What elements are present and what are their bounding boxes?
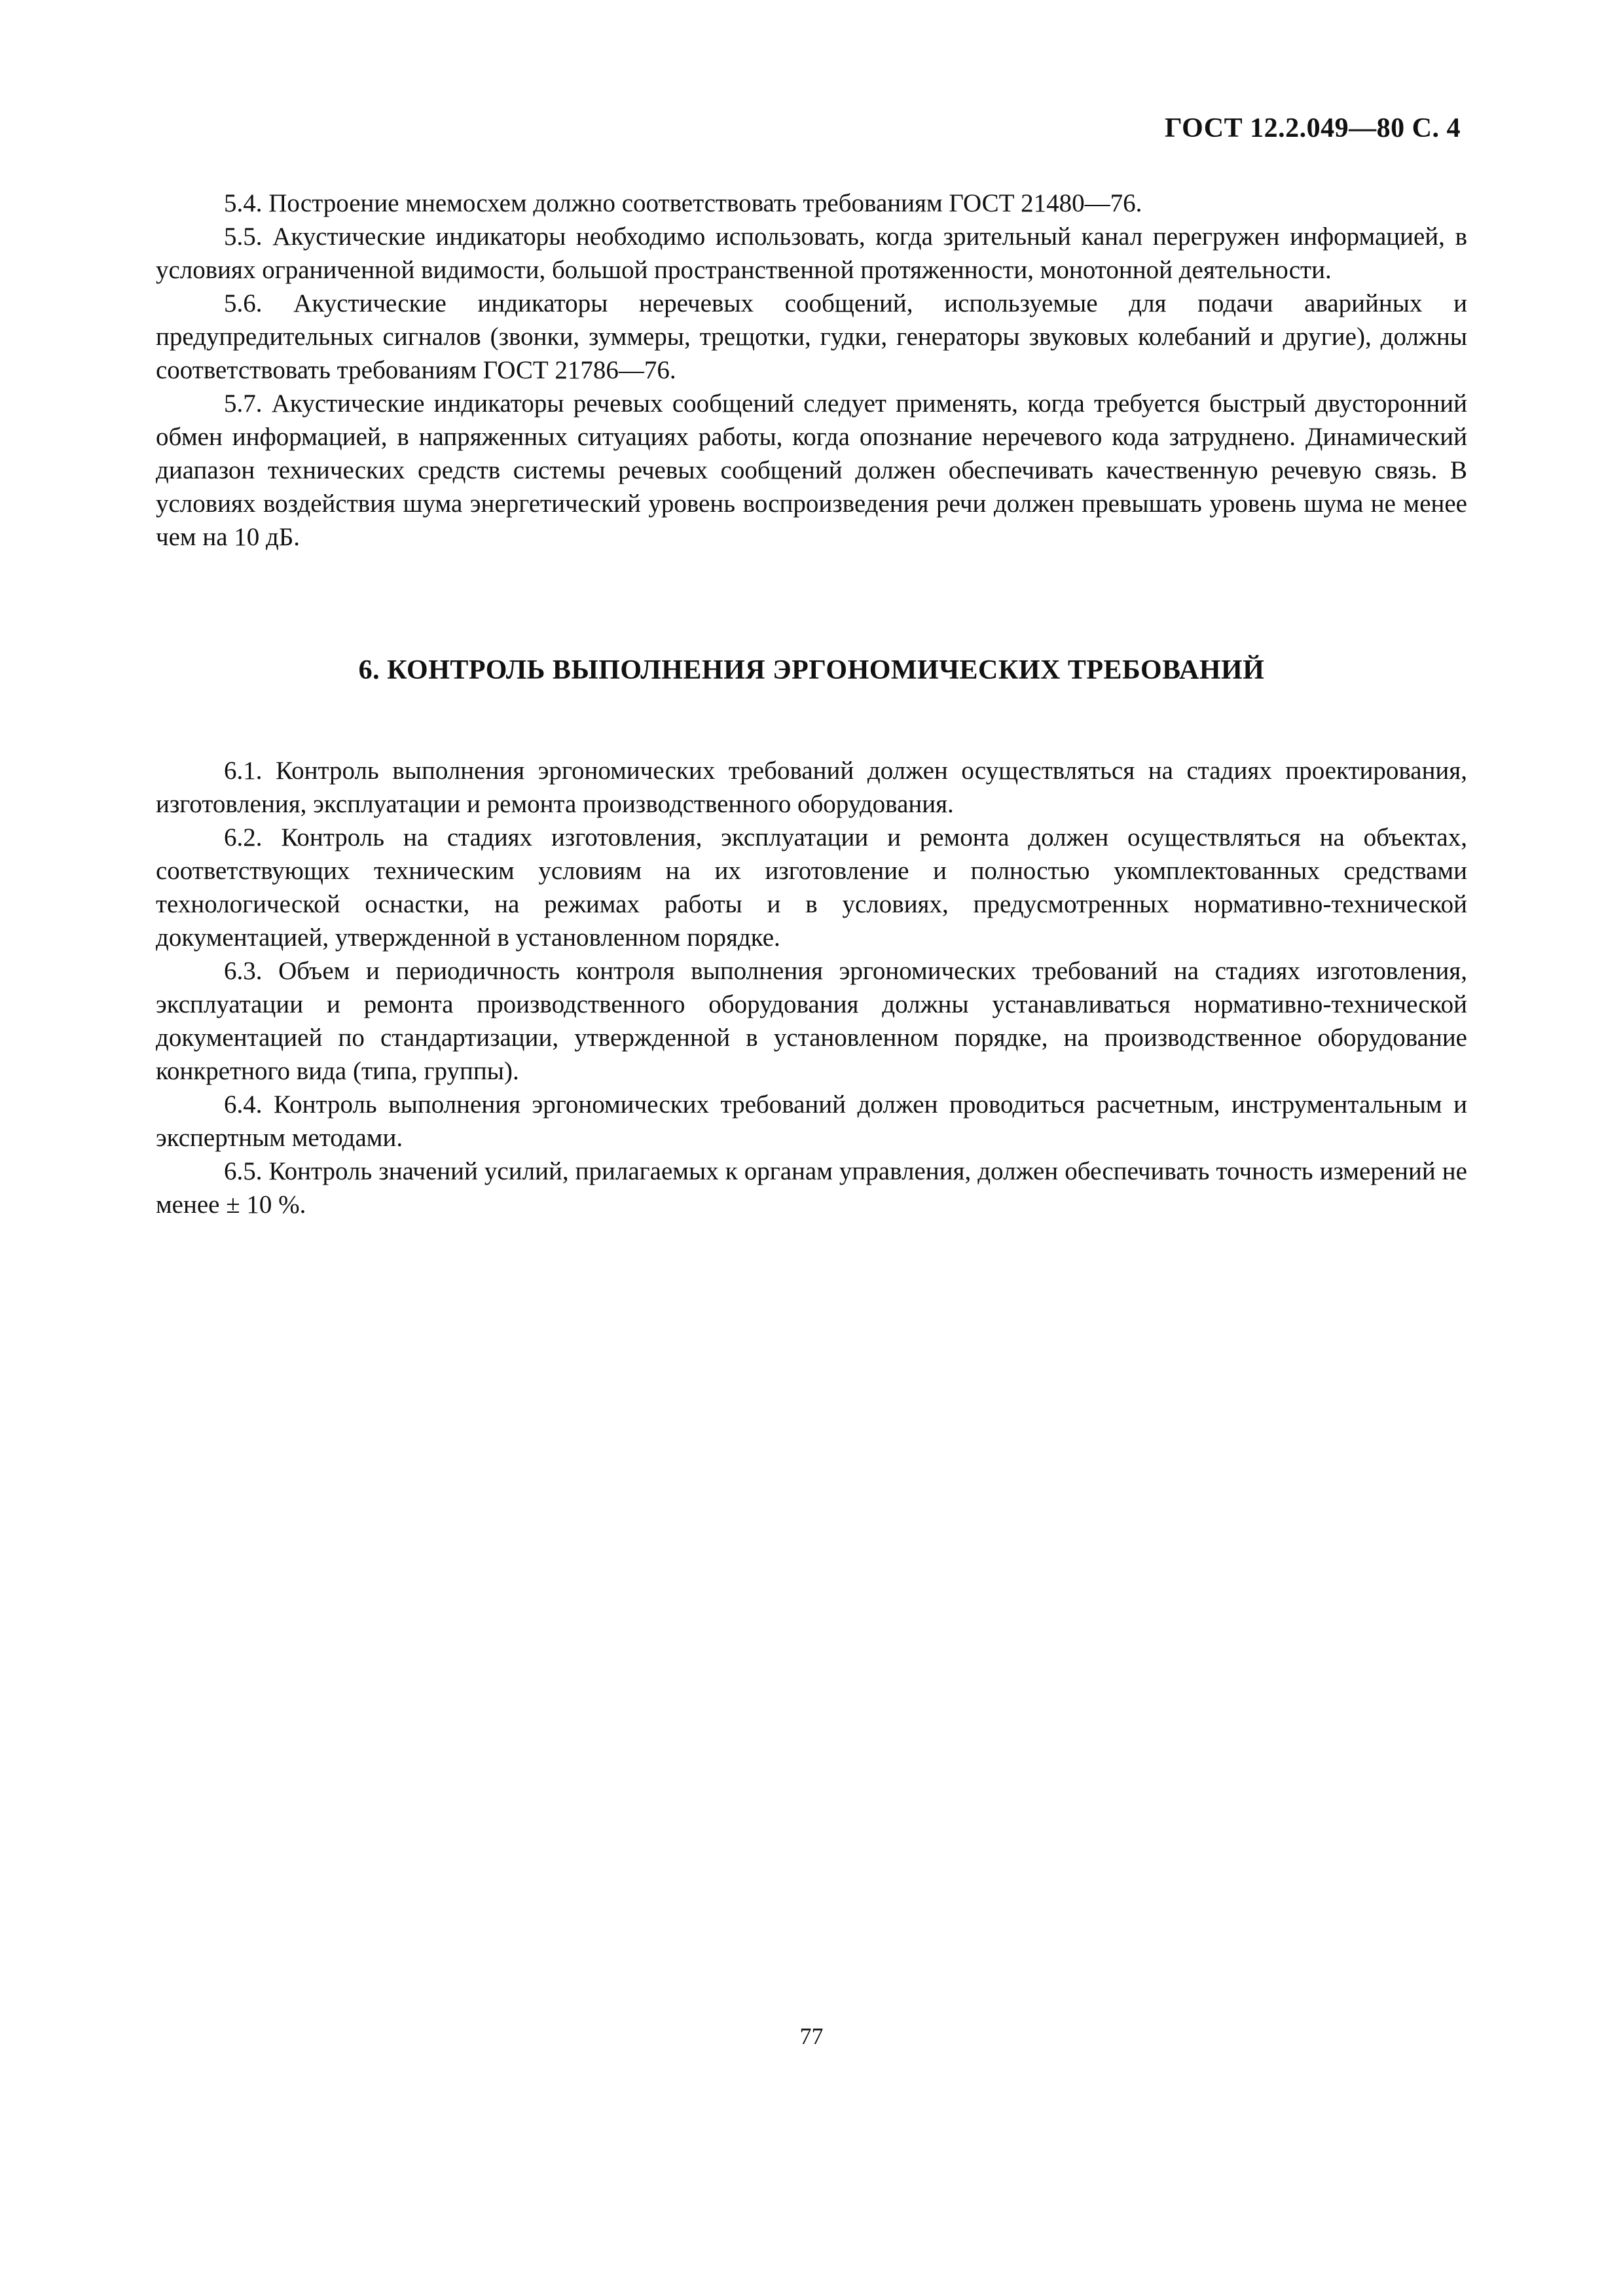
section-6-heading: 6. КОНТРОЛЬ ВЫПОЛНЕНИЯ ЭРГОНОМИЧЕСКИХ ТРЕБОВАНИЙ — [358, 655, 1265, 685]
section-5-body — [156, 187, 1467, 554]
paragraph-5-5: 5.5. Акустические индикаторы необходимо использовать, когда зрительный канал перегружен информацией, в условиях ограниченной видимости, большой пространственной протяженности, монотонной деятельности. — [156, 223, 1467, 284]
paragraph-6-1: 6.1. Контроль выполнения эргономических требований должен осуществляться на стадиях проектирования, изготовления, эксплуатации и ремонта производственного оборудования. — [156, 757, 1467, 818]
paragraph-5-6: 5.6. Акустические индикаторы неречевых сообщений, используемые для подачи аварийных и предупредительных сигналов (звонки, зуммеры, трещотки, гудки, генераторы звуковых колебаний и другие), должны соответствовать требованиям ГОСТ 21786—76. — [156, 289, 1467, 384]
paragraph-5-4: 5.4. Построение мнемосхем должно соответствовать требованиям ГОСТ 21480—76. — [224, 189, 1142, 217]
paragraph-6-4: 6.4. Контроль выполнения эргономических требований должен проводиться расчетным, инструментальным и экспертным методами. — [156, 1090, 1467, 1152]
page-number: 77 — [799, 2023, 824, 2049]
section-6-body — [156, 754, 1467, 1221]
paragraph-6-3: 6.3. Объем и периодичность контроля выполнения эргономических требований на стадиях изготовления, эксплуатации и ремонта производственного оборудования должны устанавливаться нормативно-технической документацией по стандартизации, утвержденной в установленном порядке, на производственное оборудование конкретного вида (типа, группы). — [156, 957, 1467, 1085]
document-header: ГОСТ 12.2.049—80 С. 4 — [1164, 113, 1461, 143]
paragraph-6-5: 6.5. Контроль значений усилий, прилагаемых к органам управления, должен обеспечивать точность измерений не менее ± 10 %. — [156, 1157, 1467, 1219]
paragraph-5-7: 5.7. Акустические индикаторы речевых сообщений следует применять, когда требуется быстрый двусторонний обмен информацией, в напряженных ситуациях работы, когда опознание неречевого кода затруднено. Динамический диапазон технических средств системы речевых сообщений должен обеспечивать качественную речевую связь. В условиях воздействия шума энергетический уровень воспроизведения речи должен превышать уровень шума не менее чем на 10 дБ. — [156, 389, 1467, 551]
paragraph-6-2: 6.2. Контроль на стадиях изготовления, эксплуатации и ремонта должен осуществляться на объектах, соответствующих техническим условиям на их изготовление и полностью укомплектованных средствами технологической оснастки, на режимах работы и в условиях, предусмотренных нормативно-технической документацией, утвержденной в установленном порядке. — [156, 823, 1467, 952]
